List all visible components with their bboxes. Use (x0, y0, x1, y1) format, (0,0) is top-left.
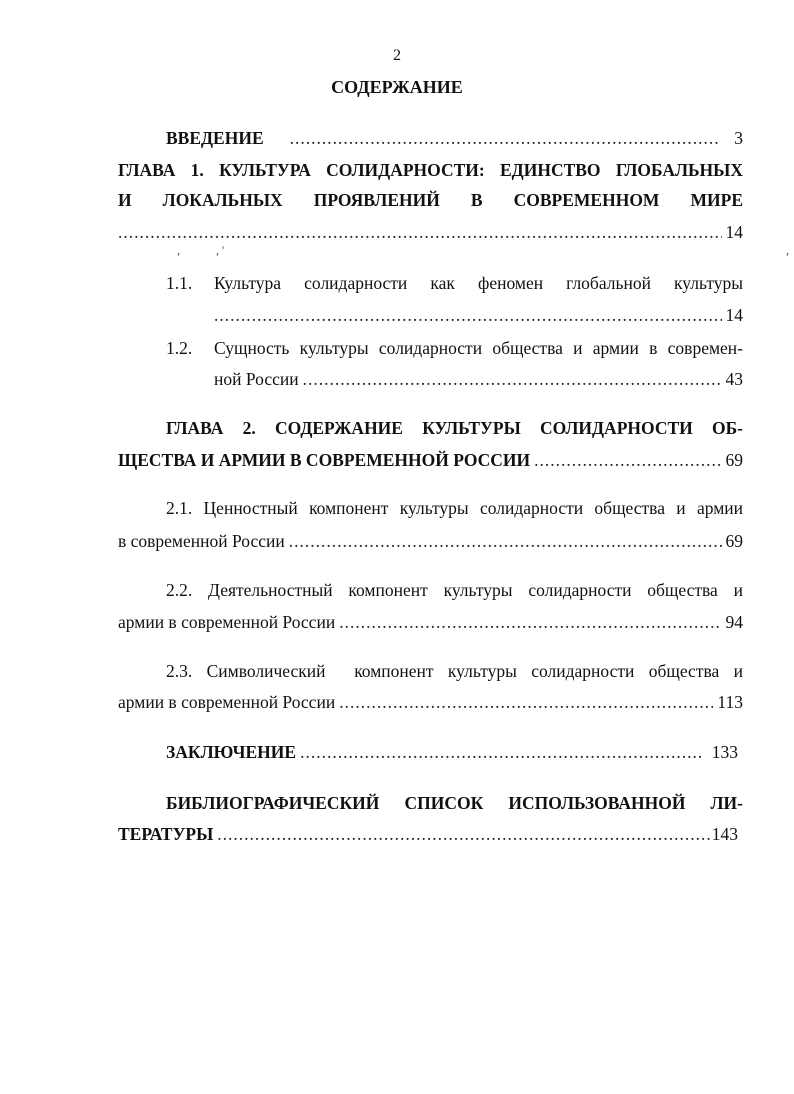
toc-page-number: 69 (725, 531, 743, 551)
toc-entry-conclusion[interactable] (166, 740, 738, 764)
toc-page-number: 143 (711, 824, 738, 844)
toc-entry-intro[interactable] (166, 126, 743, 150)
toc-section-2-3-line2[interactable] (118, 690, 743, 714)
toc-page-number: 69 (725, 450, 743, 470)
dot-leader (214, 303, 722, 327)
toc-section-2-3-line1[interactable]: 2.3. Символический компонент культуры солидарности общества и (166, 661, 743, 681)
toc-entry-label: армии в современной России (118, 612, 336, 632)
page-number: 2 (393, 47, 401, 64)
dot-leader (534, 448, 721, 472)
toc-entry-label: в современной России (118, 531, 285, 551)
toc-section-1-2-leader[interactable] (214, 367, 743, 391)
dot-leader (303, 367, 722, 391)
toc-entry-label: ЩЕСТВА И АРМИИ В СОВРЕМЕННОЙ РОССИИ (118, 450, 531, 470)
toc-section-2-1-line2[interactable] (118, 529, 743, 553)
toc-section-number: 1.2. (166, 338, 193, 358)
toc-bibliography-line1[interactable]: БИБЛИОГРАФИЧЕСКИЙ СПИСОК ИСПОЛЬЗОВАННОЙ ЛИ- (166, 793, 743, 813)
dot-leader (118, 220, 722, 244)
toc-section-1-1-leader[interactable] (214, 303, 743, 327)
toc-chapter2-line2[interactable] (118, 448, 743, 472)
toc-page-number: 14 (725, 222, 743, 242)
toc-page-number: 113 (717, 692, 743, 712)
toc-entry-label: ВВЕДЕНИЕ (166, 128, 264, 148)
toc-section-1-1[interactable] (166, 271, 743, 295)
toc-chapter1-line1[interactable]: ГЛАВА 1. КУЛЬТУРА СОЛИДАРНОСТИ: ЕДИНСТВО ГЛОБАЛЬНЫХ (118, 160, 743, 180)
dot-leader (290, 126, 721, 150)
scan-speck-mark: , (786, 243, 789, 257)
toc-entry-label: Сущность культуры солидарности общества и армии в современ- (214, 338, 743, 358)
toc-section-number: 1.1. (166, 273, 193, 293)
dot-leader (339, 610, 721, 634)
toc-bibliography-line2[interactable] (118, 822, 738, 846)
toc-entry-label: армии в современной России (118, 692, 336, 712)
toc-chapter1-line2[interactable]: И ЛОКАЛЬНЫХ ПРОЯВЛЕНИЙ В СОВРЕМЕННОМ МИРЕ (118, 190, 743, 210)
toc-page-number: 133 (711, 742, 738, 762)
toc-entry-label: Культура солидарности как феномен глобальной культуры (214, 273, 743, 293)
toc-section-2-2-line1[interactable]: 2.2. Деятельностный компонент культуры солидарности общества и (166, 580, 743, 600)
page-title: СОДЕРЖАНИЕ (331, 77, 463, 97)
toc-entry-label: ной России (214, 369, 299, 389)
toc-chapter2-line1[interactable]: ГЛАВА 2. СОДЕРЖАНИЕ КУЛЬТУРЫ СОЛИДАРНОСТИ ОБ- (166, 418, 743, 438)
dot-leader (289, 529, 722, 553)
toc-entry-label: ТЕРАТУРЫ (118, 824, 214, 844)
toc-section-2-2-line2[interactable] (118, 610, 743, 634)
toc-page-number: 43 (725, 369, 743, 389)
toc-page-number: 3 (734, 128, 743, 148)
dot-leader (300, 740, 702, 764)
dot-leader (339, 690, 713, 714)
toc-page-number: 94 (725, 612, 743, 632)
toc-section-1-2[interactable] (166, 336, 743, 360)
toc-page-number: 14 (725, 305, 743, 325)
toc-section-2-1-line1[interactable]: 2.1. Ценностный компонент культуры солидарности общества и армии (166, 498, 743, 518)
toc-entry-label: ЗАКЛЮЧЕНИЕ (166, 742, 297, 762)
dot-leader (217, 822, 711, 846)
toc-chapter1-leader[interactable] (118, 220, 743, 244)
scan-speck-marks: , , ' (177, 243, 225, 257)
